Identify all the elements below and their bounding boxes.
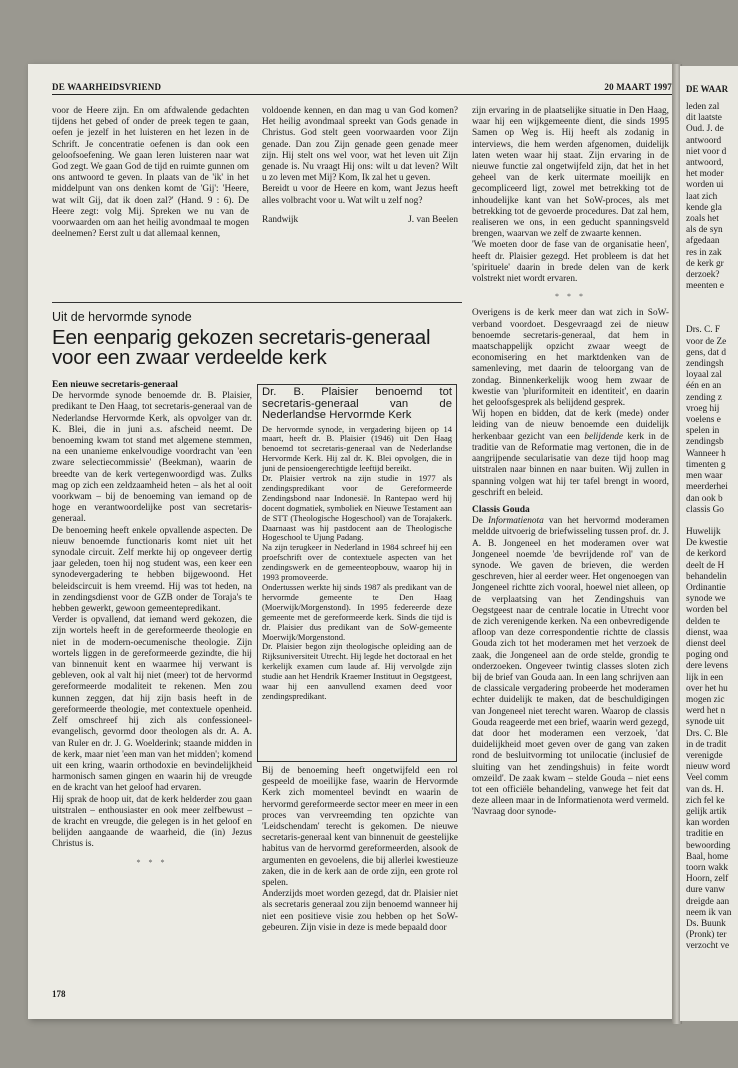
next-page-line: lijk in een (686, 672, 724, 683)
article-column-1 (52, 380, 252, 874)
next-page-line: Veel comm (686, 773, 729, 784)
next-page-line: meerderhei (686, 482, 728, 493)
next-page-line (686, 516, 738, 527)
next-page-line: Wanneer h (686, 448, 726, 459)
page-number: 178 (52, 989, 66, 999)
next-page-edge (680, 66, 738, 1021)
signature (262, 215, 458, 226)
info-box-title: Dr. B. Plaisier benoemd tot secretaris-generaal van de Nederlandse Hervormde Kerk (262, 386, 452, 421)
next-page-line: Oud. J. de (686, 124, 724, 135)
next-page-line: de kerk gr (686, 258, 724, 269)
next-page-line: res in zak (686, 247, 722, 258)
magazine-title: DE WAARHEIDSVRIEND (52, 82, 162, 92)
next-page-line: het moder (686, 169, 724, 180)
next-page-line: verzocht ve (686, 941, 730, 952)
issue-date: 20 MAART 1997 (604, 82, 672, 92)
info-box (257, 384, 457, 762)
article-kicker: Uit de hervormde synode (52, 310, 192, 324)
next-page-line: kende gla (686, 202, 722, 213)
next-page-line: gelijk artik (686, 806, 727, 817)
next-page-line: zending z (686, 392, 722, 403)
next-page-line: antwoord, (686, 158, 724, 169)
top-col2-text: voldoende kennen, en dan mag u van God komen? Het heilig avondmaal spreekt van Gods genade in Christus. God stelt geen voorwaarden voor Zijn genade. Dan zou Zijn genade geen genade meer zijn. Hij stelt ons wel voor, wat het leven uit Zijn genade is. Nu vraagt Hij ons: wilt u dat leven? Wilt u zo leven met Mij? Kom, Ik zal het u geven. (262, 106, 458, 184)
next-page-line: in de tradit (686, 739, 727, 750)
next-page-line: dan ook b (686, 493, 723, 504)
next-page-line: synode we (686, 594, 726, 605)
text-run: Wij hopen en bidden, dat de kerk (mede) onder leiding van de nieuw benoemde een duidelijk herkenbaar gezicht van een (472, 409, 669, 442)
article-paragraph: De hervormde synode benoemde dr. B. Plaisier, predikant te Den Haag, tot secretaris-generaal van de Nederlandse Hervormde Kerk, als opvolger van dr. K. Blei, die in juni a.s. afscheid neemt. De benoeming kwam tot stand met algemene stemmen, na een unanieme enkelvoudige voordracht van 'een zware selectiecommissie' (Beekman), waarin de breedte van de kerk vertegenwoordigd was. Zulks mag op zich een zeldzaamheid heten – als het al ooit voorkwam – bij de benoeming van iemand op de hoge en verantwoordelijke post van secretaris-generaal. (52, 391, 252, 525)
next-page-line: mogen zic (686, 694, 725, 705)
emphasis-text: Informatienota (487, 516, 544, 527)
next-page-line (686, 292, 738, 303)
next-page-line: niet voor d (686, 146, 727, 157)
article-paragraph (472, 409, 669, 499)
emphasis-text: belijdende (584, 431, 624, 442)
article-paragraph: Bij de benoeming heeft ongetwijfeld een rol gespeeld de moeilijke fase, waarin de Hervormde Kerk zich momenteel bevindt en waarin de hervormd gereformeerde sector meer en meer in een proces van vervreemding ten opzichte van 'Leidschendam' terecht is gekomen. De nieuwe secretaris-generaal kent van binnenuit de geestelijke habitus van de hervormd gereformeerden, alsook de argumenten en gevoelens, die bij allerlei kwestieuze zaken, die in de kerk aan de orde zijn, een grote rol spelen. (262, 766, 458, 889)
next-page-line: loyaal zal (686, 370, 722, 381)
next-page-line: Baal, home (686, 851, 729, 862)
next-page-line: zoals het (686, 214, 719, 225)
article-paragraph: 'We moeten door de fase van de organisatie heen', heeft dr. Plaisier gezegd. Het probleem is dat het 'spirituele' daarin in brede delen van de kerk volstrekt niet wordt ervaren. (472, 240, 669, 285)
top-col2-text-b: Bereidt u voor de Heere en kom, want Jezus heeft alles volbracht voor u. Wat wilt u zelf nog? (262, 184, 458, 206)
next-page-line: Drs. C. F (686, 325, 721, 336)
text-run: kerk in de traditie van de Reformatie mag vertonen, die in de aangrijpende secularisatie van deze tijd hoop mag uitstralen naar binnen en naar buiten. Wij zullen in spanning volgen wat hij ter tafel brengt in woord, geschrift en beleid. (472, 431, 669, 498)
article-paragraph: Overigens is de kerk meer dan wat zich in SoW-verband voordoet. Desgevraagd zei de nieuw benoemde secretaris-generaal, dat hem in maatschappelijk opzicht zwaar weegt de economisering en het marktdenken van de samenleving, met daarin de teloorgang van de zondag. Binnenkerkelijk woog hem zwaar de kwestie van 'pluriformiteit en identiteit', en daarin het geloofsgesprek als belijdend gesprek. (472, 308, 669, 409)
next-page-line: dit laatste (686, 113, 722, 124)
info-box-paragraph: Ondertussen werkte hij sinds 1987 als predikant van de hervormde gemeente te Den Haag (Moerwijk/Morgenstond). In 1995 federeerde deze gemeente met de gereformeerde kerk. Sinds die tijd is dr. Plaisier dus predikant van de SoW-gemeente Moerwijk/Morgenstond. (262, 582, 452, 642)
next-page-line: men waar (686, 471, 723, 482)
next-page-line: dreigde aan (686, 896, 730, 907)
next-page-line: deelt de H (686, 560, 725, 571)
top-column-1 (52, 106, 249, 240)
next-page-line (686, 303, 738, 314)
text-run: De (472, 516, 488, 527)
signature-name: J. van Beelen (408, 214, 458, 225)
next-page-line: Hoorn, zelf (686, 874, 729, 885)
next-page-line: Huwelijk (686, 526, 721, 537)
next-page-line: (Pronk) ter (686, 930, 727, 941)
info-box-paragraph: Na zijn terugkeer in Nederland in 1984 schreef hij een proefschrift over de contextuele aspecten van het zendingswerk en de gemeenteopbouw, waarop hij in 1993 promoveerde. (262, 542, 452, 583)
info-box-paragraph: Dr. Plaisier vertrok na zijn studie in 1977 als zendingspredikant voor de Gereformeerde Zendingsbond naar Indonesië. In Rantepao werd hij docent dogmatiek, symboliek en Nieuwe Testament aan de STT (Theologische Hogeschool) van de Torajakerk. Daarnaast was hij pastdocent aan de Theologische Hogeschool te Ujung Padang. (262, 473, 452, 543)
section-divider (52, 302, 462, 303)
top-col1-text: voor de Heere zijn. En om afdwalende gedachten tijdens het gebed of onder de preek tegen te gaan, oefen je jezelf in het luisteren en het lezen in de Schrift. Je concentratie oefenen is dan ook een geloofsoefening. We gaan leren luisteren naar wat God zegt. We gaan God de tijd en ruimte gunnen om ons antwoord te geven. In plaats van de 'ik' in het middelpunt van ons denken komt de 'Gij': 'Heere, wat wilt Gij, dat ik doen zal?' (Hand. 9 : 6). De Heere zegt: volg Mij. Spreken we nu van de voorwaarden om aan het heilig avondmaal te mogen deelnemen? Eerst zult u dat allemaal kennen, (52, 106, 249, 240)
next-page-line: laat zich (686, 191, 718, 202)
next-page-line: voor de Ze (686, 336, 727, 347)
info-box-paragraph: De hervormde synode, in vergadering bijeen op 14 maart, heeft dr. B. Plaisier (1946) uit Den Haag benoemd tot secretaris-generaal van de Nederlandse Hervormde Kerk. Hij zal dr. K. Blei opvolgen, die in juni de pensioengerechtigde leeftijd bereikt. (262, 423, 452, 474)
next-page-line: classis Go (686, 504, 724, 515)
section-stars: * * * (555, 292, 586, 302)
next-page-line (686, 314, 738, 325)
subhead-classis-gouda: Classis Gouda (472, 504, 530, 515)
section-stars: * * * (136, 857, 168, 867)
next-page-line: één en an (686, 381, 722, 392)
info-box-paragraph: Dr. Plaisier begon zijn theologische opleiding aan de Rijksuniversiteit Utrecht. Hij legde het doctoraal en het kerkelijk examen cum laude af. Hij vervolgde zijn studie aan het Hendrik Kraemer Instituut in Oegstgeest, waar hij een aanvullend examen deed voor zendingspredikant. (262, 641, 452, 701)
next-page-line: neem ik van (686, 907, 732, 918)
article-paragraph: Hij sprak de hoop uit, dat de kerk helderder zou gaan uitstralen – enthousiaster en ook meer zelfbewust – de kracht en vreugde, die gelegen is in het geloof en belijden aangaande de waarheid, die (in) Jezus Christus is. (52, 794, 252, 850)
next-page-line: behandelin (686, 571, 727, 582)
next-page-column (686, 102, 738, 953)
next-page-line: van ds. H. (686, 784, 724, 795)
next-page-line: Drs. C. Ble (686, 728, 728, 739)
signature-place: Randwijk (262, 214, 299, 225)
next-page-line: spelen in (686, 426, 720, 437)
next-page-line: dure vanw (686, 885, 725, 896)
next-page-line: synode uit (686, 717, 725, 728)
article-paragraph: Anderzijds moet worden gezegd, dat dr. Plaisier niet als secretaris generaal zou zijn benoemd wanneer hij niet een positieve visie zou hebben op het SoW-gebeuren. Zijn visie in deze is mede bepaald door (262, 889, 458, 933)
next-page-line: timenten g (686, 459, 726, 470)
running-header (52, 82, 672, 95)
next-page-line: vroeg hij (686, 403, 720, 414)
next-page-line: als de syn (686, 225, 723, 236)
next-page-line: derzoek? (686, 270, 720, 281)
next-page-line: zich fel ke (686, 795, 725, 806)
next-page-line: gens, dat d (686, 347, 727, 358)
next-page-line: antwoord (686, 135, 722, 146)
next-page-line: De kwestie (686, 538, 728, 549)
next-page-line: zendingsh (686, 359, 724, 370)
article-paragraph: Verder is opvallend, dat iemand werd gekozen, die zijn wortels heeft in de gereformeerde theologie en niet in de modern-oecumenische theologie. Zijn wortels liggen in de gereformeerde gezindte, die hij van binnenuit kent en waarmee hij verwant is gebleven, ook al valt hij niet (meer) tot de hervormd gereformeerde modaliteit te rekenen. Men zou kunnen zeggen, dat hij zijn basis heeft in de gereformeerde theologie, met contextuele openheid. Zelf omschreef hij zich als confessioneel-evangelisch, gevormd door theologen als dr. A. A. van Ruler en dr. J. G. Woelderink; staande midden in de kerk, maar niet 'een man van het midden'; komend uit een kring, waarin orthodoxie en bevindelijkheid harmonisch samen gingen en waarin hij de vreugde en de kracht van het geloof had ervaren. (52, 615, 252, 794)
article-paragraph: zijn ervaring in de plaatselijke situatie in Den Haag, waar hij een wijkgemeente dient, die sinds 1995 Samen op Weg is. Hij heeft als zodanig in interviews, die hem werden afgenomen, duidelijk laten weten waar hij staat. Zijn ervaring in de nieuwe functie zal ongetwijfeld zijn, dat het in het geheel van de kerk uitermate moeilijk en gecompliceerd ligt, zowel met betrekking tot de inhoudelijke kant van het SoW-proces, als met betrekking tot de gevoerde procedures. Dat zal hem, realiseren we ons, in een geducht spanningsveld brengen, waarvan we zelf de zwaarte kennen. (472, 106, 669, 240)
next-page-line: bewoording (686, 840, 731, 851)
next-page-line: Ds. Buunk (686, 919, 726, 930)
next-page-line: dere levens (686, 661, 729, 672)
next-page-line: worden bel (686, 605, 728, 616)
next-page-line: Ordinantie (686, 582, 726, 593)
next-page-line: poging ond (686, 650, 729, 661)
article-paragraph: De benoeming heeft enkele opvallende aspecten. De nieuw benoemde functionaris komt niet uit het synodale circuit. Zelf merkte hij op ongeveer dertig jaar geleden, toen hij nog student was, een keer een synodevergadering te hebben bijgewoond. Het beleidscircuit is hem vreemd. Hij was tot heden, na in zendingsdienst voor de GZB onder de Toraja's te hebben gewerkt, gewoon gemeentepredikant. (52, 525, 252, 615)
article-column-2 (262, 766, 458, 934)
top-column-2 (262, 106, 458, 226)
next-page-line: delden te (686, 616, 720, 627)
text-run: van het hervormd moderamen meldde uitvoerig de briefwisseling tussen prof. dr. J. A. B. Jongeneel en het moderamen over wat Jongeneel noemde 'de bevrijdende rol' van de synode. We gaven de brieven, die werden geschreven, hier al eerder weer. Het ongenoegen van Jongeneel richtte zich vooral, hoewel niet alleen, op de verplaatsing van het Zendingshuis van Oegstgeest naar de centrale locatie in Utrecht voor de zich verenigende kerken. Na een onbevredigende afloop van deze correspondentie richtte de classis Gouda zich tot het moderamen met het verzoek de zaak, die Jongeneel aan de orde stelde, grondig te onderzoeken. Ongeveer twintig classes sloten zich bij de brief van Gouda aan. In een lang schrijven aan de classicale vergadering probeerde het moderamen echter duidelijk te maken, dat de beschuldigingen van Jongeneel niet terecht waren. Waarop de classis Gouda reageerde met een brief, waarin werd gezegd, dat door het moderamen een verzoek, 'dat duidelijkheid moet geven over de gang van zaken rond de besluitvorming tot unilocatie (inclusief de sluiting van het zendingshuis) in feite wordt omzeild'. De zaak kwam – stelde Gouda – niet eens tot een officiële behandeling, vanwege het feit dat deze alleen maar in de Informatienota werd vermeld. 'Navraag door synode- (472, 516, 669, 818)
next-page-line: dienst, waa (686, 627, 728, 638)
next-page-line: verenigde (686, 750, 723, 761)
next-page-line: afgedaan (686, 236, 720, 247)
magazine-page (28, 64, 676, 1019)
article-paragraph (472, 516, 669, 818)
article-headline: Een eenparig gekozen secretaris-generaal voor een zwaar verdeelde kerk (52, 326, 431, 369)
next-page-line: kan worden (686, 818, 730, 829)
next-page-line: werd het n (686, 706, 726, 717)
subhead-new-secretary: Een nieuwe secretaris-generaal (52, 380, 178, 390)
next-page-line: zendingsb (686, 437, 724, 448)
next-page-line: worden ui (686, 180, 724, 191)
next-page-line: toorn wakk (686, 863, 729, 873)
article-column-3 (472, 106, 669, 819)
next-page-line: nieuw word (686, 762, 731, 773)
next-page-line: meenten e (686, 281, 724, 292)
next-page-line: leden zal (686, 102, 720, 112)
next-page-line: de kerkord (686, 549, 727, 560)
next-page-line: dienst deel (686, 638, 727, 649)
next-page-line: voelens e (686, 415, 721, 426)
next-page-line: over het hu (686, 683, 728, 694)
next-page-header: DE WAAR (686, 84, 729, 94)
next-page-line: traditie en (686, 829, 724, 840)
